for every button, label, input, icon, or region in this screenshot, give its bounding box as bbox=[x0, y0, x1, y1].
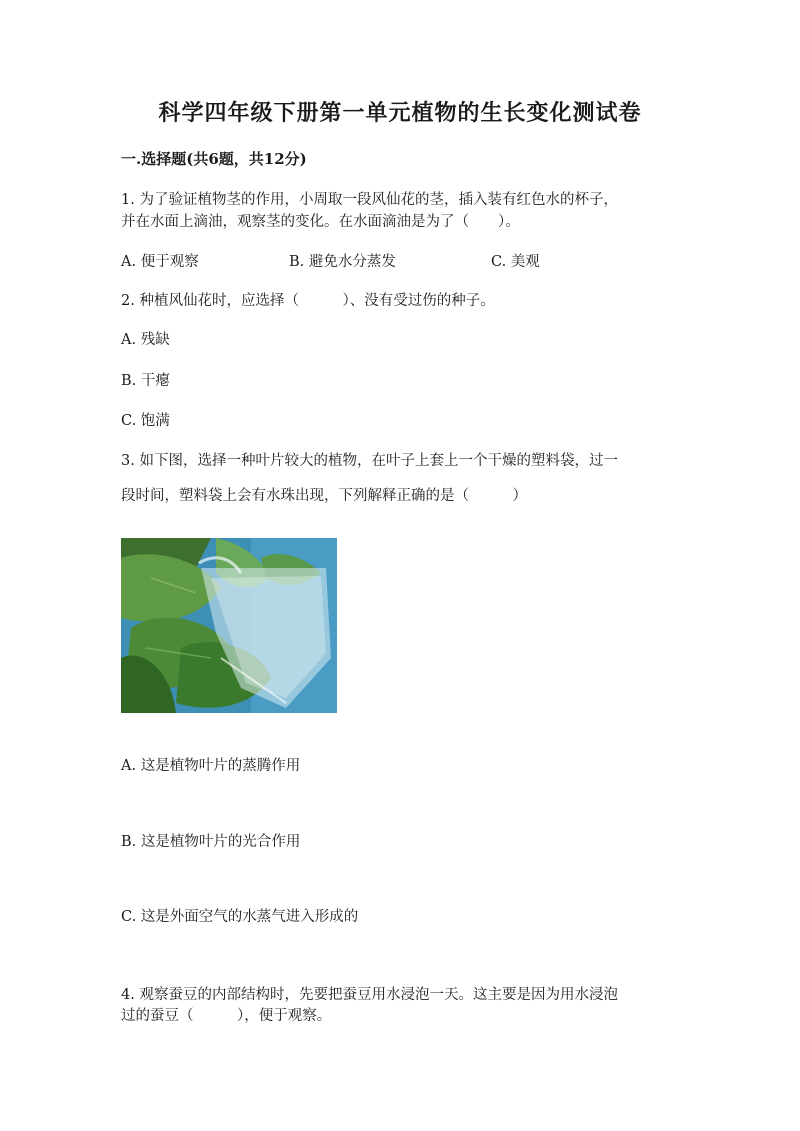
plant-plastic-bag-photo bbox=[121, 538, 337, 713]
question-2-option-c: C. 饱满 bbox=[121, 413, 170, 429]
question-3-option-b: B. 这是植物叶片的光合作用 bbox=[121, 834, 301, 850]
question-3-line-1: 3. 如下图，选择一种叶片较大的植物，在叶子上套上一个干燥的塑料袋，过一 bbox=[121, 453, 618, 469]
question-3-line-2: 段时间，塑料袋上会有水珠出现，下列解释正确的是（ ） bbox=[121, 488, 527, 504]
question-3-option-c: C. 这是外面空气的水蒸气进入形成的 bbox=[121, 909, 359, 925]
question-4-line-2: 过的蚕豆（ ），便于观察。 bbox=[121, 1008, 332, 1024]
question-2-option-a: A. 残缺 bbox=[121, 332, 170, 348]
question-2-option-b: B. 干瘪 bbox=[121, 373, 170, 389]
question-1-option-b: B. 避免水分蒸发 bbox=[289, 254, 396, 270]
question-4-line-1: 4. 观察蚕豆的内部结构时，先要把蚕豆用水浸泡一天。这主要是因为用水浸泡 bbox=[121, 987, 618, 1003]
question-2-line-1: 2. 种植风仙花时，应选择（ ）、没有受过伤的种子。 bbox=[121, 293, 495, 309]
question-1-option-a: A. 便于观察 bbox=[121, 254, 199, 270]
page-title: 科学四年级下册第一单元植物的生长变化测试卷 bbox=[158, 100, 642, 126]
question-3-option-a: A. 这是植物叶片的蒸腾作用 bbox=[121, 758, 301, 774]
section-heading: 一.选择题(共6题，共12分) bbox=[121, 150, 307, 168]
question-1-line-1: 1. 为了验证植物茎的作用，小周取一段风仙花的茎，插入装有红色水的杯子， bbox=[121, 192, 618, 208]
question-1-line-2: 并在水面上滴油，观察茎的变化。在水面滴油是为了（ ）。 bbox=[121, 214, 520, 230]
question-1-option-c: C. 美观 bbox=[491, 254, 540, 270]
